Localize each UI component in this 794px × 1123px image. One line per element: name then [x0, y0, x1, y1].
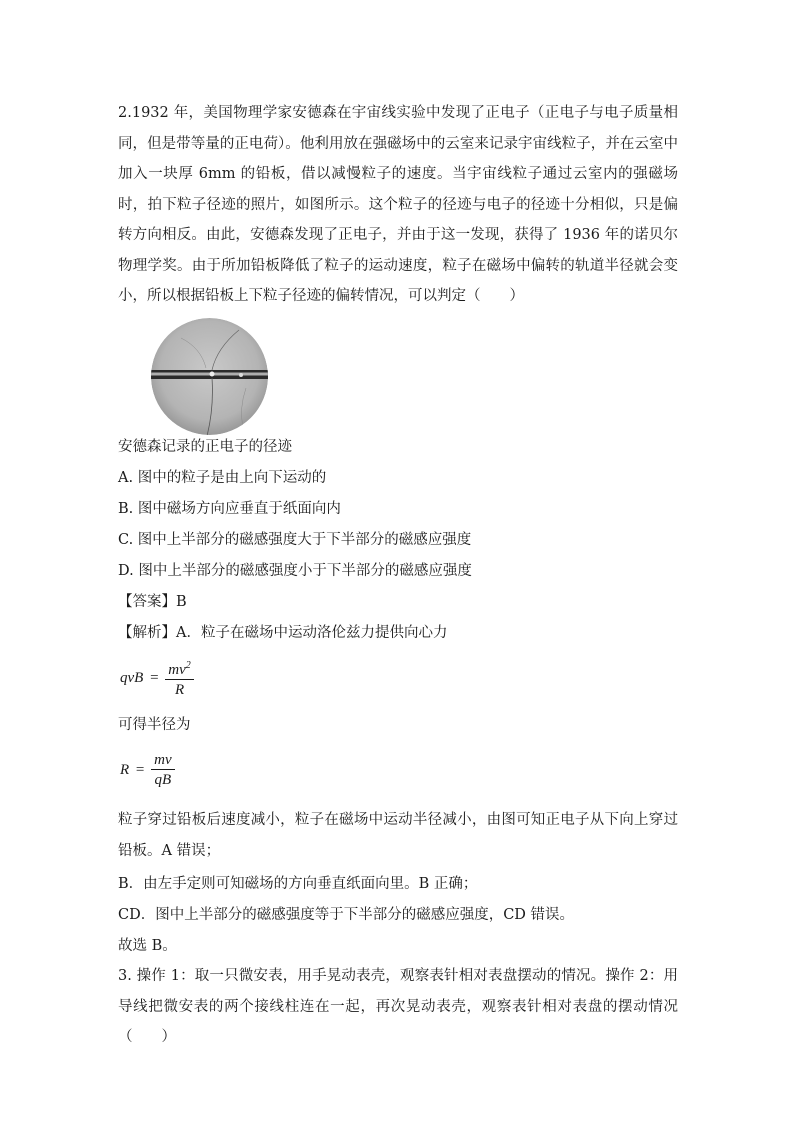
figure-caption: 安德森记录的正电子的径迹 — [118, 439, 292, 455]
analysis-b: B．由左手定则可知磁场的方向垂直纸面向里。B 正确； — [118, 876, 478, 892]
question-2-stem — [118, 98, 678, 312]
question-2-text: 1932 年，美国物理学家安德森在宇宙线实验中发现了正电子（正电子与电子质量相同，但是带等量的正电荷）。他利用放在强磁场中的云室来记录宇宙线粒子，并在云室中加入一块厚 6mm 的铅板，借以减慢粒子的速度。当宇宙线粒子通过云室内的强磁场时，拍下粒子径迹的照片，如图所示。这个粒子的径迹与电子的径迹十分相似，只是偏转方向相反。由此，安德森发现了正电子，并由于这一发现，获得了 1936 年的诺贝尔物理学奖。由于所加铅板降低了粒子的运动速度，粒子在磁场中偏转的轨道半径就会变小，所以根据铅板上下粒子径迹的偏转情况，可以判定（ ） — [118, 105, 678, 304]
formula-2-equals: = — [135, 762, 145, 778]
formula-2-lhs: R — [120, 762, 130, 778]
formula-1-denominator: R — [174, 682, 185, 698]
formula-2-denominator: qB — [154, 772, 172, 788]
formula-1-fraction — [165, 657, 194, 700]
analysis-intro: 【解析】A．粒子在磁场中运动洛伦兹力提供向心力 — [118, 625, 448, 641]
option-c: C. 图中上半部分的磁感强度大于下半部分的磁感应强度 — [118, 532, 472, 548]
question-2-number: 2. — [118, 105, 132, 121]
radius-text: 可得半径为 — [118, 717, 191, 733]
option-d: D. 图中上半部分的磁感强度小于下半部分的磁感应强度 — [118, 563, 472, 579]
formula-2-fraction — [151, 751, 175, 790]
question-3-stem: 3. 操作 1：取一只微安表，用手晃动表壳，观察表针相对表盘摆动的情况。操作 2：用导线把微安表的两个接线柱连在一起，再次晃动表壳，观察表针相对表盘的摆动情况（ ） — [118, 968, 678, 1045]
formula-1-exponent: 2 — [185, 660, 191, 671]
formula-1-lhs: qvB — [120, 670, 144, 686]
answer-line: 【答案】B — [118, 594, 187, 610]
cloud-chamber-image — [151, 318, 268, 435]
formula-1-equals: = — [150, 670, 159, 686]
formula-1-numerator: mv — [168, 662, 186, 678]
formula-lorentz — [120, 657, 194, 700]
analysis-cd: CD．图中上半部分的磁感强度等于下半部分的磁感应强度，CD 错误。 — [118, 907, 575, 923]
formula-radius — [120, 751, 175, 790]
conclusion: 故选 B。 — [118, 938, 177, 954]
cloud-chamber-photo — [151, 318, 268, 435]
option-b: B. 图中磁场方向应垂直于纸面向内 — [118, 501, 341, 517]
option-a: A. 图中的粒子是由上向下运动的 — [118, 470, 327, 486]
formula-2-numerator: mv — [151, 751, 175, 770]
analysis-a: 粒子穿过铅板后速度减小，粒子在磁场中运动半径减小，由图可知正电子从下向上穿过铅板。A 错误； — [118, 812, 678, 859]
